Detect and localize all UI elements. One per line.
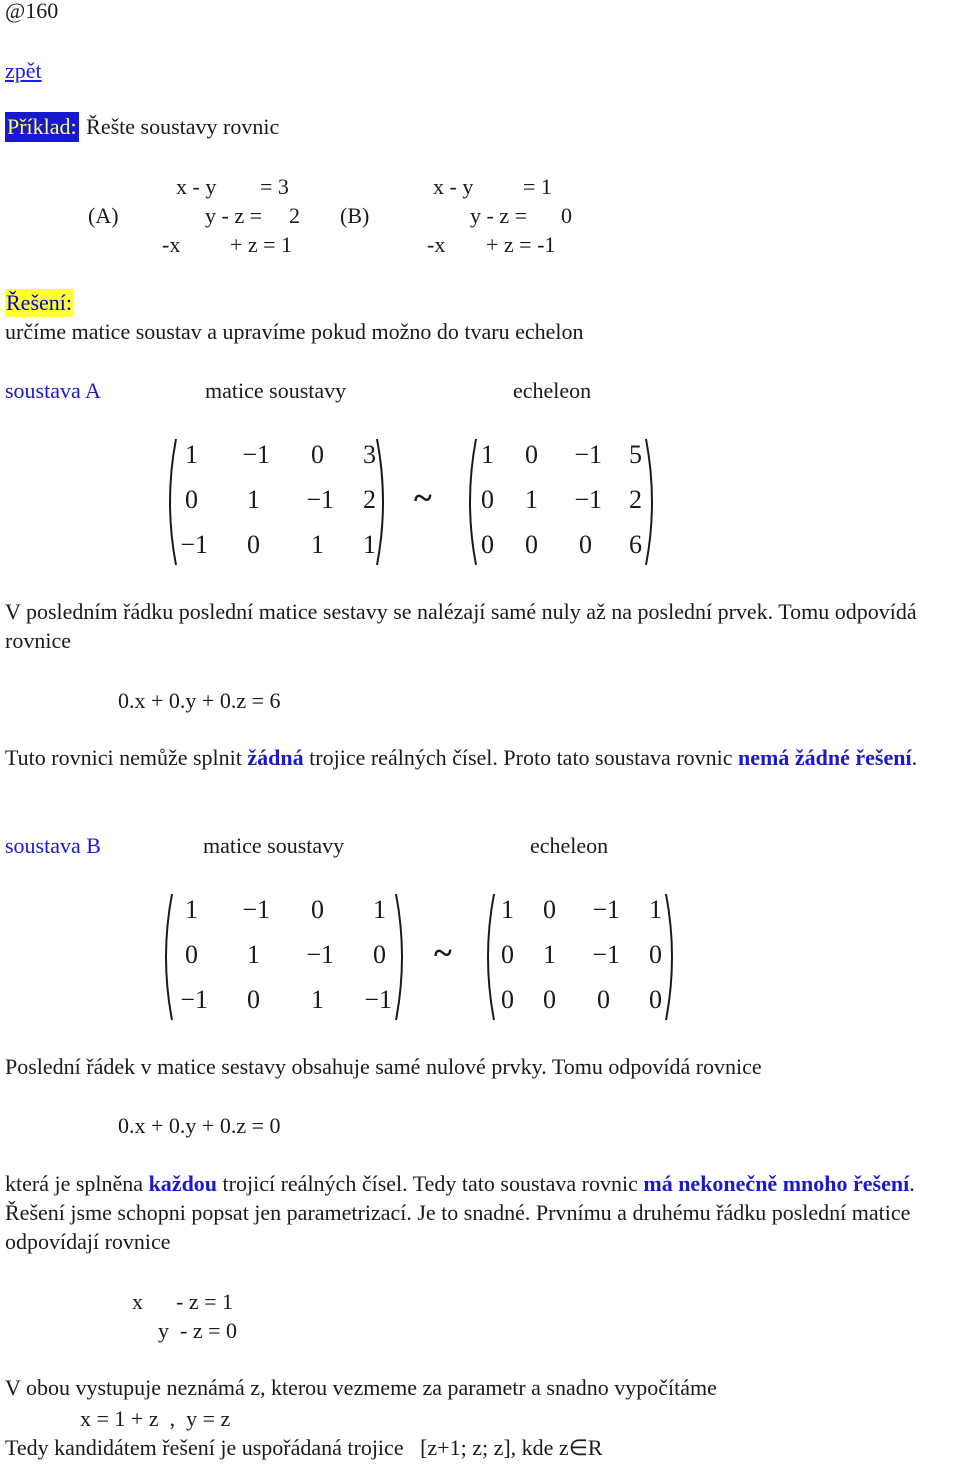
matrix-cell: 0: [525, 530, 538, 559]
text-span: R: [587, 1435, 603, 1460]
matrix-cell: 0: [185, 940, 198, 969]
matrix-cell: −1: [180, 985, 208, 1014]
matrix-cell: 0: [579, 530, 592, 559]
emphasis-no-solution: nemá žádné řešení: [738, 745, 912, 770]
matrix-cell: 1: [525, 485, 538, 514]
right-paren-icon: [642, 437, 662, 567]
text-span: .: [911, 745, 918, 770]
matrix-cell: −1: [574, 485, 602, 514]
matrix-cell: 1: [543, 940, 556, 969]
system-b-row3-rhs: + z = -1: [486, 232, 556, 257]
matrix-cell: −1: [592, 940, 620, 969]
right-paren-icon: [662, 892, 682, 1022]
system-a-row3-rhs: + z = 1: [230, 232, 293, 257]
text-span: trojicí reálných čísel. Tedy tato soustava rovnic: [217, 1171, 644, 1196]
back-link[interactable]: zpět: [5, 58, 42, 83]
solution-label: Řešení:: [6, 290, 72, 315]
matrix-cell: 2: [629, 485, 642, 514]
matrix-cell: 1: [501, 895, 514, 924]
matrix-cell: 0: [543, 895, 556, 924]
element-of-symbol: ∈: [568, 1435, 588, 1460]
emphasis-every: každou: [148, 1171, 218, 1196]
emphasis-none: žádná: [247, 745, 304, 770]
text-span: trojice reálných čísel. Proto tato soustava rovnic: [303, 745, 739, 770]
section-b-result: x = 1 + z , y = z: [80, 1406, 231, 1431]
matrix-cell: 0: [649, 985, 662, 1014]
matrix-cell: 0: [311, 440, 324, 469]
matrix-cell: −1: [242, 440, 270, 469]
system-b-row1-lhs: x - y: [433, 174, 474, 199]
section-b-final: [5, 1437, 603, 1459]
example-label: Příklad:: [5, 112, 79, 142]
section-b-paragraph-1: Poslední řádek v matice sestavy obsahuje samé nulové prvky. Tomu odpovídá rovnice: [5, 1054, 762, 1079]
emphasis-infinitely-many: má nekonečně mnoho řešení: [643, 1171, 910, 1196]
system-a-row3-lhs: -x: [162, 232, 181, 257]
system-b-row2-rhs: 0: [561, 203, 572, 228]
example-text: Řešte soustavy rovnic: [86, 114, 280, 139]
matrix-cell: 2: [363, 485, 376, 514]
matrix-cell: 0: [247, 530, 260, 559]
section-b-echelon-label: echeleon: [530, 833, 609, 858]
right-paren-icon: [392, 892, 412, 1022]
example-heading: [5, 116, 279, 138]
matrix-cell: 0: [373, 940, 386, 969]
text-span: Tedy kandidátem řešení je uspořádaná trojice [z+1; z; z], kde z: [5, 1435, 569, 1460]
text-span: Tuto rovnici nemůže splnit: [5, 745, 248, 770]
matrix-cell: 1: [185, 440, 198, 469]
matrix-cell: 1: [311, 530, 324, 559]
matrix-cell: 1: [311, 985, 324, 1014]
matrix-cell: 6: [629, 530, 642, 559]
matrix-cell: 0: [543, 985, 556, 1014]
matrix-cell: −1: [306, 940, 334, 969]
matrix-cell: 1: [247, 485, 260, 514]
section-a-matrix-label: matice soustavy: [205, 378, 347, 403]
system-b-row3-lhs: -x: [427, 232, 446, 257]
matrix-cell: 0: [481, 530, 494, 559]
matrix-cell: 1: [185, 895, 198, 924]
matrix-cell: 3: [363, 440, 376, 469]
system-b-row2-lhs: y - z =: [470, 203, 527, 228]
solution-intro: určíme matice soustav a upravíme pokud možno do tvaru echelon: [5, 319, 584, 344]
matrix-cell: 0: [525, 440, 538, 469]
section-a-paragraph-1: V posledním řádku poslední matice sestavy se nalézají samé nuly až na poslední prvek. Tomu odpovídá rovnice: [5, 599, 917, 653]
matrix-cell: 0: [481, 485, 494, 514]
system-a-row1-rhs: = 3: [260, 174, 289, 199]
section-b-matrix-label: matice soustavy: [203, 833, 345, 858]
system-a-label: (A): [88, 203, 119, 228]
matrix-cell: 1: [373, 895, 386, 924]
matrix-cell: −1: [306, 485, 334, 514]
page-reference: @160: [5, 0, 59, 23]
section-a-equation: 0.x + 0.y + 0.z = 6: [118, 688, 281, 713]
section-b-paragraph-2: [5, 1169, 955, 1256]
section-b-eq-row-2: y - z = 0: [158, 1318, 237, 1343]
matrix-cell: 0: [501, 985, 514, 1014]
matrix-cell: 0: [649, 940, 662, 969]
matrix-cell: 1: [247, 940, 260, 969]
solution-heading: [5, 292, 73, 314]
system-a-row2-rhs: 2: [289, 203, 300, 228]
matrix-cell: −1: [242, 895, 270, 924]
matrix-cell: −1: [180, 530, 208, 559]
right-paren-icon: [373, 437, 393, 567]
system-b-row1-rhs: = 1: [523, 174, 552, 199]
section-a-title: soustava A: [5, 378, 101, 403]
text-span: která je splněna: [5, 1171, 149, 1196]
section-a-echelon-label: echeleon: [513, 378, 592, 403]
matrix-cell: 5: [629, 440, 642, 469]
system-a-row2-lhs: y - z =: [205, 203, 262, 228]
section-b-equation: 0.x + 0.y + 0.z = 0: [118, 1113, 281, 1138]
equivalence-tilde: ~: [414, 480, 432, 517]
matrix-cell: −1: [574, 440, 602, 469]
section-b-paragraph-3: V obou vystupuje neznámá z, kterou vezmeme za parametr a snadno vypočítáme: [5, 1375, 717, 1400]
matrix-cell: 0: [597, 985, 610, 1014]
matrix-cell: 0: [311, 895, 324, 924]
section-b-title: soustava B: [5, 833, 101, 858]
matrix-cell: −1: [592, 895, 620, 924]
section-b-eq-row-1: x - z = 1: [132, 1289, 233, 1314]
equivalence-tilde: ~: [434, 935, 452, 972]
text-span: . Řešení jsme schopni popsat jen parametrizací. Je to snadné. Prvnímu a druhému řádku poslední matice odpovídají rovnice: [5, 1171, 915, 1254]
matrix-cell: −1: [364, 985, 392, 1014]
matrix-cell: 1: [481, 440, 494, 469]
matrix-cell: 1: [363, 530, 376, 559]
system-b-label: (B): [340, 203, 370, 228]
matrix-cell: 0: [185, 485, 198, 514]
system-a-row1-lhs: x - y: [176, 174, 217, 199]
matrix-cell: 1: [649, 895, 662, 924]
section-a-paragraph-2: [5, 743, 955, 772]
matrix-cell: 0: [501, 940, 514, 969]
matrix-cell: 0: [247, 985, 260, 1014]
